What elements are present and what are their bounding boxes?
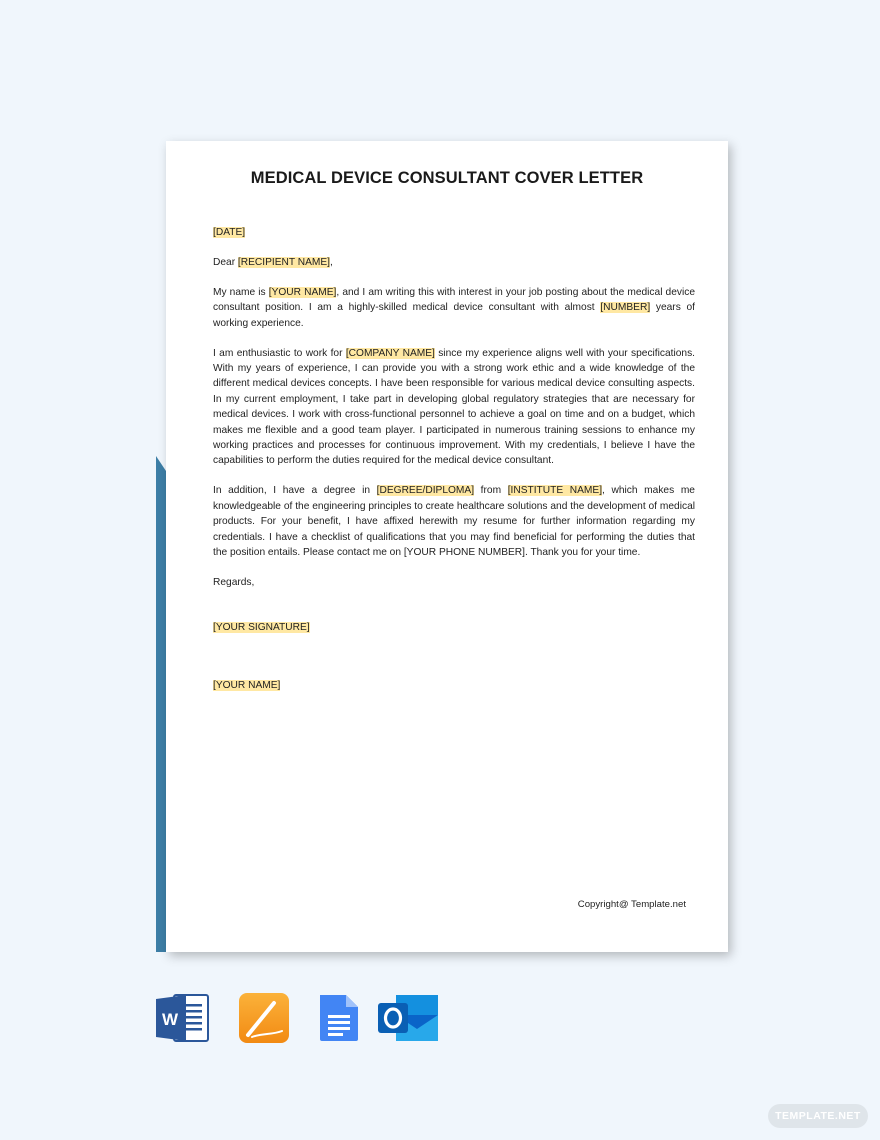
paragraph-experience: I am enthusiastic to work for [COMPANY NAME] since my experience aligns well with your specifications. With my years of experience, I can provide you with a strong work ethic and a wide knowledge of the different medical devices concepts. I have been responsible for various medical device consulting aspects. In my current employment, I take part in developing global regulatory strategies that are necessary for medical devices. I work with cross-functional personnel to achieve a goal on time and on a budget, which makes me flexible and a good team player. I participated in numerous training sessions to enhance my working practices and processes for continuous improvement. With my credentials, I believe I have the capabilities to perform the duties required for the medical device consultant. xyxy=(213,347,695,467)
document-title: MEDICAL DEVICE CONSULTANT COVER LETTER xyxy=(250,169,644,187)
paragraph-education: In addition, I have a degree in [DEGREE/DIPLOMA] from [INSTITUTE NAME], which makes me knowledgeable of the engineering principles to create healthcare solutions and the development of medical products. For your benefit, I have affixed herewith my resume for further information regarding my credentials. I have a checklist of qualifications that you may find beneficial for performing the duties that the position entails. Please contact me on [YOUR PHONE NUMBER]. Thank you for your time. xyxy=(213,485,695,558)
svg-text:W: W xyxy=(161,1010,179,1029)
date-placeholder: [DATE] xyxy=(213,227,246,238)
paragraph-intro: My name is [YOUR NAME], and I am writing this with interest in your job posting about the medical device consultant position. I am a highly-skilled medical device consultant with almost [NUMBER] years of working experience. xyxy=(213,286,696,329)
word-icon[interactable] xyxy=(156,993,208,1043)
institute-placeholder: [INSTITUTE NAME] xyxy=(507,485,603,497)
pages-icon[interactable] xyxy=(238,993,290,1043)
final-name-placeholder: [YOUR NAME] xyxy=(213,679,281,691)
salutation: Dear [RECIPIENT NAME], xyxy=(213,256,333,268)
recipient-placeholder: [RECIPIENT NAME] xyxy=(237,256,331,268)
number-placeholder: [NUMBER] xyxy=(600,302,651,314)
signature-placeholder: [YOUR SIGNATURE] xyxy=(213,622,310,634)
company-placeholder: [COMPANY NAME] xyxy=(345,347,435,359)
google-docs-icon[interactable] xyxy=(318,993,370,1043)
copyright-notice: Copyright@ Template.net xyxy=(577,899,686,910)
letter-body xyxy=(213,225,695,693)
closing: Regards, xyxy=(213,576,255,588)
outlook-icon[interactable] xyxy=(378,993,430,1043)
your-name-placeholder: [YOUR NAME] xyxy=(268,286,337,298)
watermark-badge: TEMPLATE.NET xyxy=(768,1104,868,1128)
document-page xyxy=(166,141,728,952)
degree-placeholder: [DEGREE/DIPLOMA] xyxy=(376,485,475,497)
